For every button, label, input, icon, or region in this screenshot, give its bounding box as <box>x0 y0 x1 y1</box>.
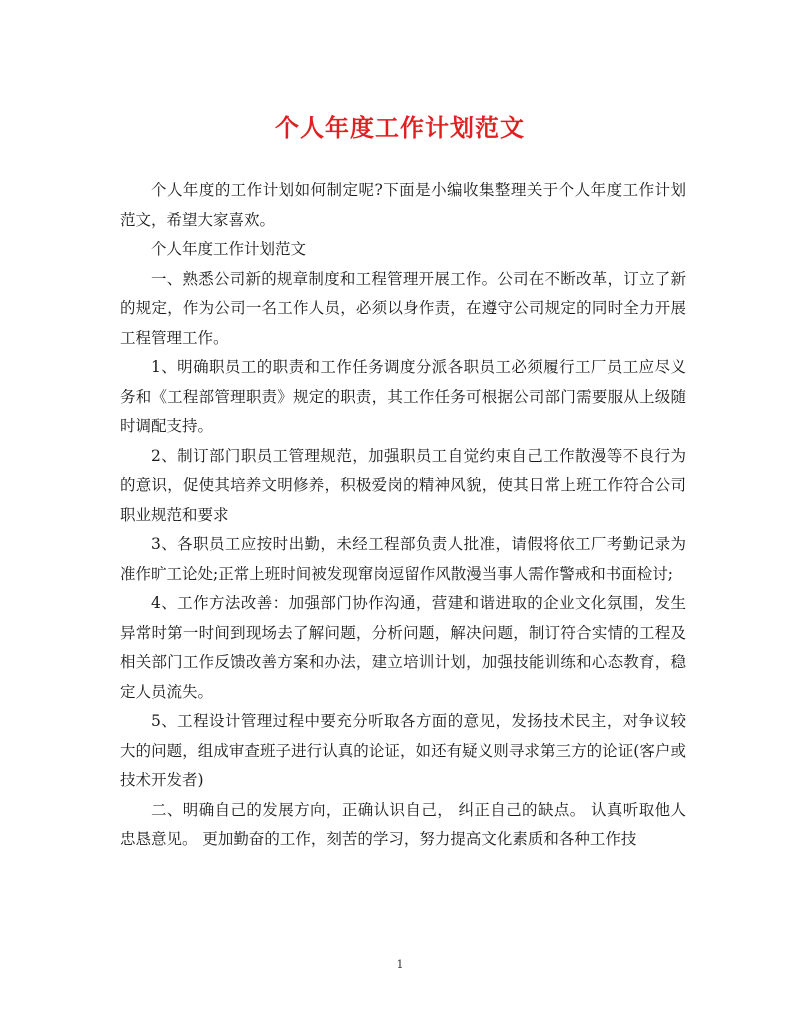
paragraph-section-1: 一、熟悉公司新的规章制度和工程管理开展工作。公司在不断改革，订立了新的规定，作为公司一名工作人员，必须以身作责，在遵守公司规定的同时全力开展工程管理工作。 <box>120 269 686 347</box>
paragraph-section-2: 二、明确自己的发展方向，正确认识自己， 纠正自己的缺点。 认真听取他人忠恳意见。 更加勤奋的工作，刻苦的学习，努力提高文化素质和各种工作技 <box>120 800 686 848</box>
document-title: 个人年度工作计划范文 <box>275 113 525 142</box>
paragraph-item-3: 3、各职员工应按时出勤，未经工程部负责人批准，请假将依工厂考勤记录为准作旷工论处;正常上班时间被发现窜岗逗留作风散漫当事人需作警戒和书面检讨; <box>120 535 686 583</box>
paragraph-item-1: 1、明确职员工的职责和工作任务调度分派各职员工必须履行工厂员工应尽义务和《工程部管理职责》规定的职责，其工作任务可根据公司部门需要服从上级随时调配支持。 <box>120 358 686 435</box>
document-body <box>120 176 686 855</box>
paragraph-intro: 个人年度的工作计划如何制定呢?下面是小编收集整理关于个人年度工作计划范文，希望大家喜欢。 <box>120 181 686 229</box>
page-number: 1 <box>396 958 404 971</box>
paragraph-item-5: 5、工程设计管理过程中要充分听取各方面的意见，发扬技术民主，对争议较大的问题，组成审查班子进行认真的论证，如还有疑义则寻求第三方的论证(客户或技术开发者) <box>120 712 686 789</box>
paragraph-item-2: 2、制订部门职员工管理规范，加强职员工自觉约束自己工作散漫等不良行为的意识，促使其培养文明修养，积极爱岗的精神风貌，使其日常上班工作符合公司职业规范和要求 <box>120 446 686 524</box>
paragraph-item-4: 4、工作方法改善：加强部门协作沟通，营建和谐进取的企业文化氛围，发生异常时第一时间到现场去了解问题，分析问题，解决问题，制订符合实情的工程及相关部门工作反馈改善方案和办法，建立培训计划，加强技能训练和心态教育，稳定人员流失。 <box>120 594 686 701</box>
paragraph-subtitle: 个人年度工作计划范文 <box>151 240 307 258</box>
